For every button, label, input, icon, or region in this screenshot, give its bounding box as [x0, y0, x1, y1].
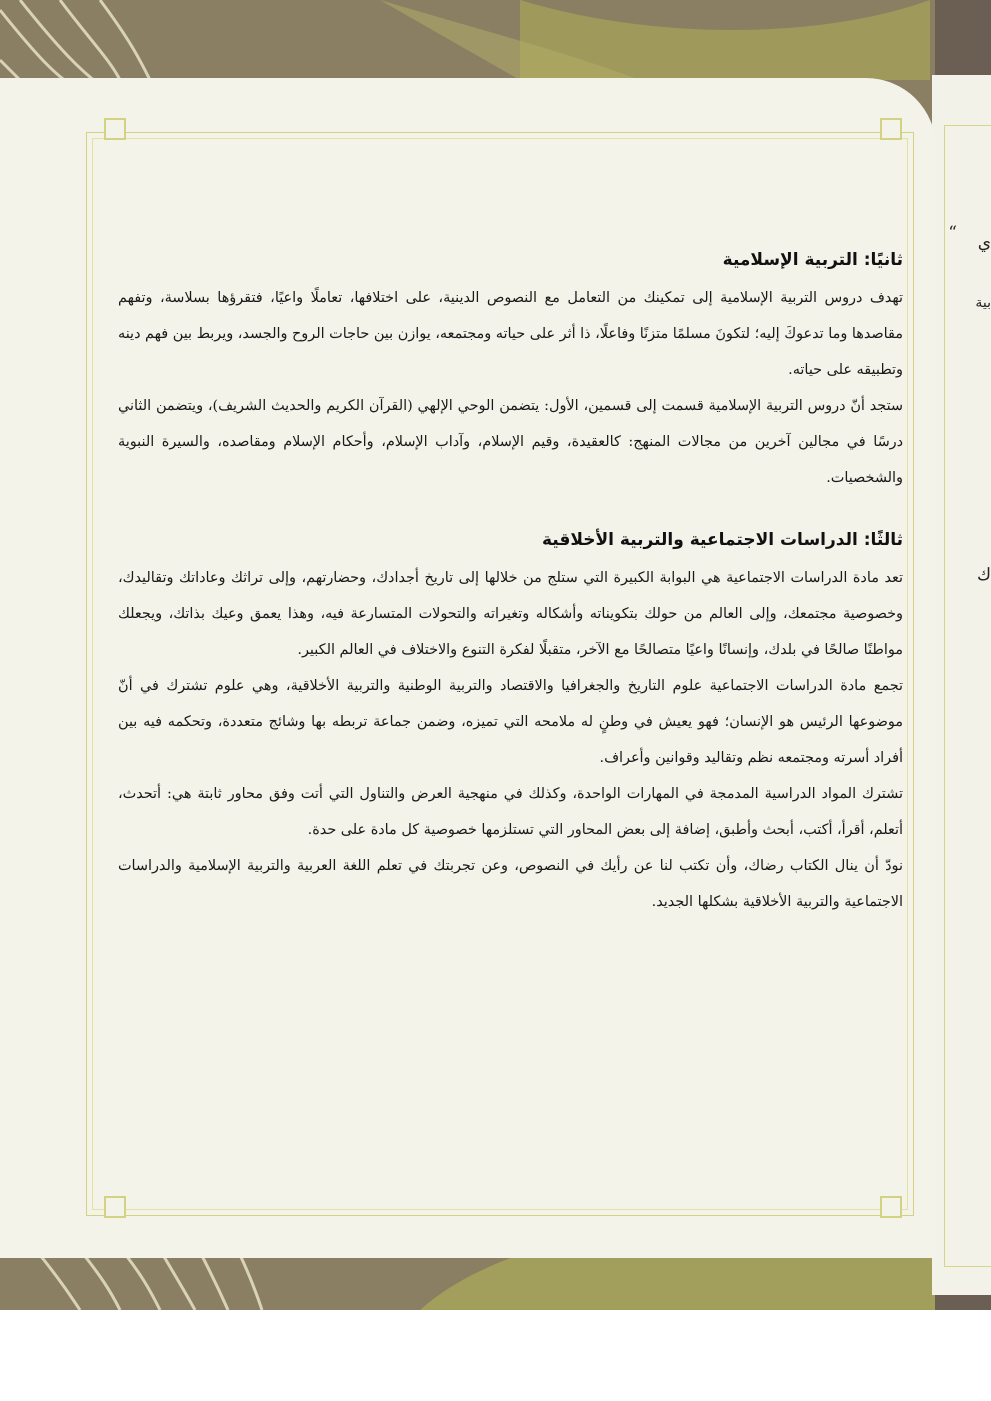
adjacent-fragment: “: [948, 223, 957, 243]
paragraph: تعد مادة الدراسات الاجتماعية هي البوابة الكبيرة التي ستلج من خلالها إلى تاريخ أجدادك، وحضارتهم، وإلى تراثك وعاداتك وتقاليدك، وخصوصية مجتمعك، وإلى العالم من حولك بتكويناته وأشكاله وتغيراته والتحولات المتسارعة فيه، وهذا يعمق وعيك بذاتك، ويجعلك مواطنًا صالحًا في بلدك، وإنسانًا واعيًا متصالحًا مع الآخر، متقبلًا لفكرة التنوع والاختلاف في العالم الكبير.: [118, 570, 903, 658]
frame-corner-ornament: [880, 118, 902, 140]
section-heading: ثالثًا: الدراسات الاجتماعية والتربية الأخلاقية: [541, 530, 903, 550]
adjacent-fragment: ي: [977, 233, 991, 253]
adjacent-fragment: بية: [975, 295, 991, 311]
paragraph: تجمع مادة الدراسات الاجتماعية علوم التاريخ والجغرافيا والاقتصاد والتربية الوطنية والتربية الأخلاقية، وهي علوم تشترك في أنّ موضوعها الرئيس هو الإنسان؛ فهو يعيش في وطنٍ له ملامحه التي تميزه، وضمن جماعة تربطه بها وشائج متعددة، وتحكمه فيه بين أفراد أسرته ومجتمعه نظم وتقاليد وقوانين وأعراف.: [118, 678, 903, 766]
paragraph: نودّ أن ينال الكتاب رضاك، وأن تكتب لنا عن رأيك في النصوص، وعن تجربتك في تعلم اللغة العربية والتربية الإسلامية والدراسات الاجتماعية والتربية الأخلاقية بشكلها الجديد.: [118, 858, 903, 910]
section-social-studies: [118, 530, 903, 920]
paragraph: ستجد أنّ دروس التربية الإسلامية قسمت إلى قسمين، الأول: يتضمن الوحي الإلهي (القرآن الكريم والحديث الشريف)، ويتضمن الثاني درسًا في مجالين آخرين من مجالات المنهج: كالعقيدة، وقيم الإسلام، وآداب الإسلام، وأحكام الإسلام ومقاصده، والسيرة النبوية والشخصيات.: [118, 398, 903, 486]
adjacent-page: [932, 75, 991, 1295]
frame-corner-ornament: [880, 1196, 902, 1218]
paragraph: تهدف دروس التربية الإسلامية إلى تمكينك من التعامل مع النصوص الدينية، على اختلافها، تعاملًا واعيًا، فتقرؤها بسلاسة، وتفهم مقاصدها وما تدعوكَ إليه؛ لتكونَ مسلمًا متزنًا وفاعلًا، ذا أثر على حياته ومجتمعه، يوازن بين حاجات الروح والجسد، ويربط بين فهم دينه وتطبيقه على حياته.: [118, 290, 903, 378]
page-content: [118, 250, 903, 920]
section-islamic-education: [118, 250, 903, 496]
paragraph: تشترك المواد الدراسية المدمجة في المهارات الواحدة، وكذلك في منهجية العرض والتناول التي أتت وفق محاور ثابتة هي: أتحدث، أتعلم، أقرأ، أكتب، أبحث وأطبق، إضافة إلى بعض المحاور التي تستلزمها خصوصية كل مادة على حدة.: [118, 786, 903, 838]
section-heading: ثانيًا: التربية الإسلامية: [722, 250, 903, 270]
frame-corner-ornament: [104, 1196, 126, 1218]
adjacent-fragment: ك: [976, 565, 991, 585]
frame-corner-ornament: [104, 118, 126, 140]
